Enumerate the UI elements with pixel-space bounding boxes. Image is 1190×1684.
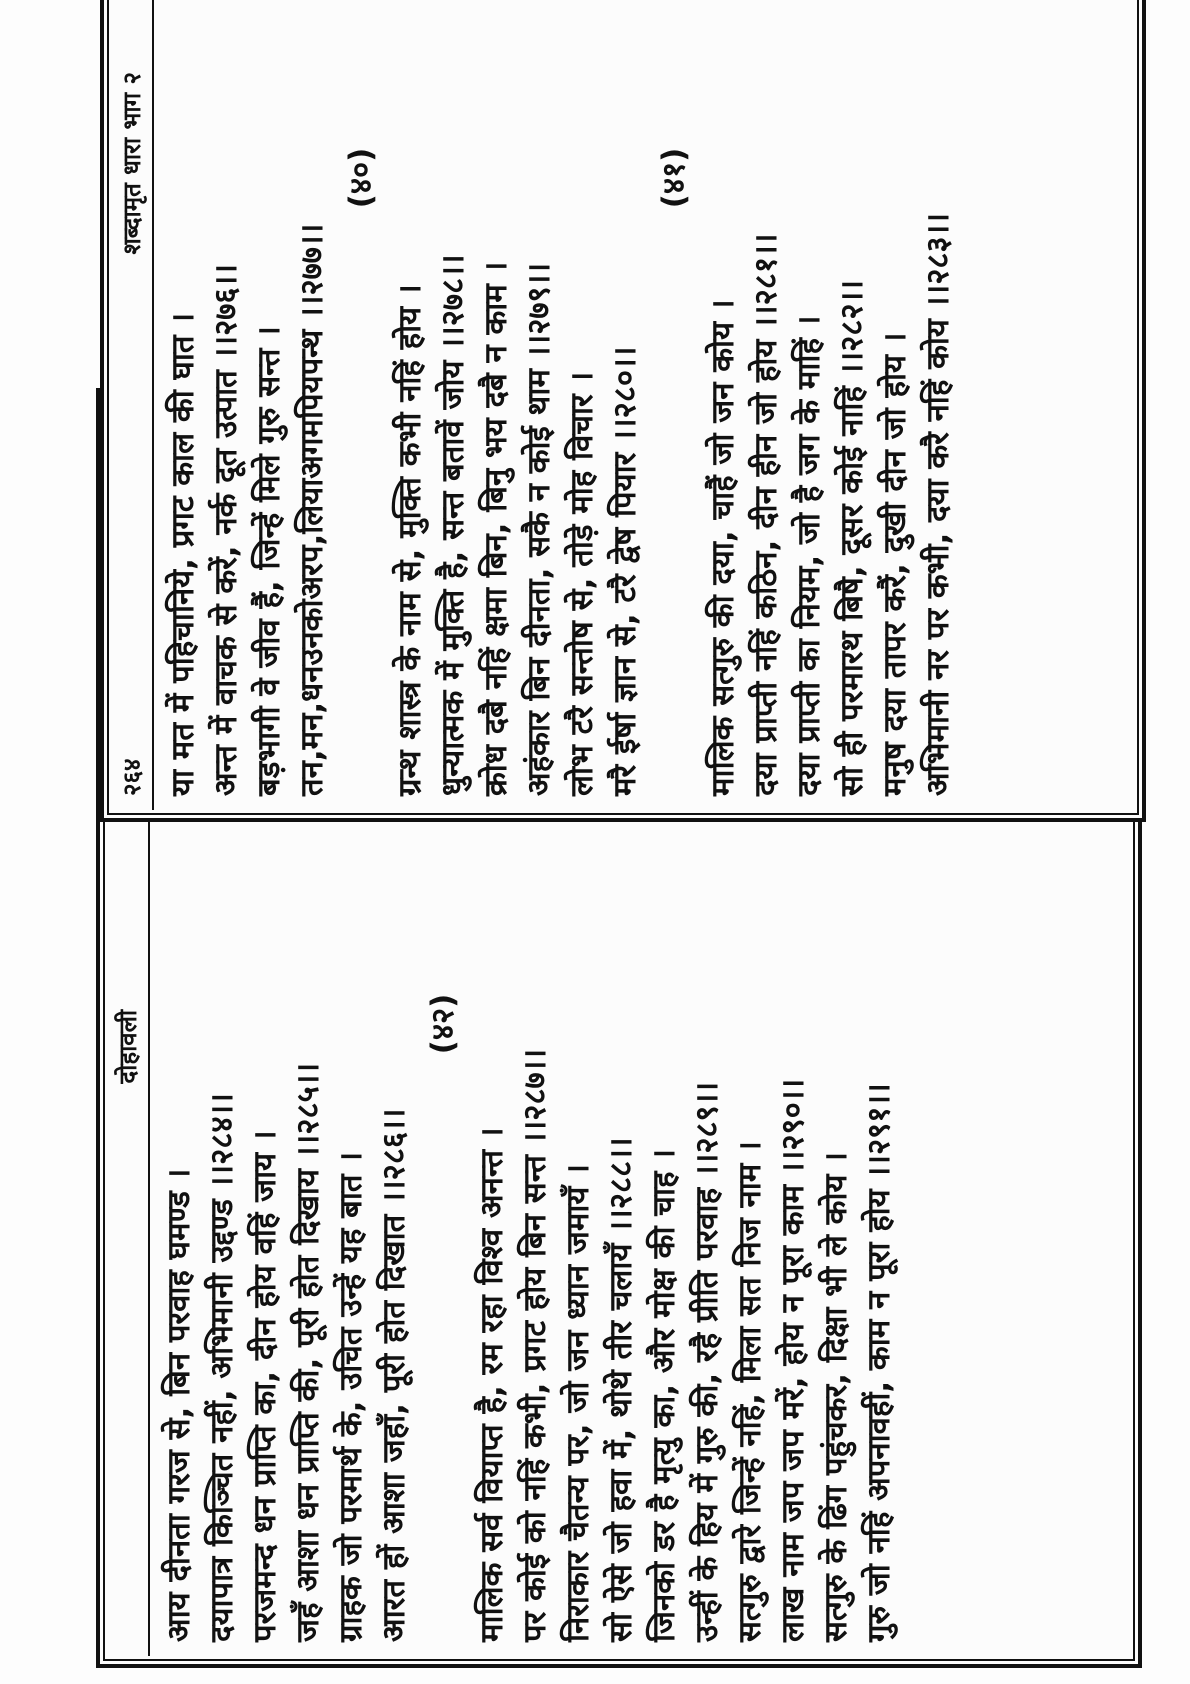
- verse-line: तन,मन,धनउनकोअरप,लियाअगमपियपन्थ ।।२७७।।: [294, 223, 330, 796]
- verse-line: जहँ आशा धन प्राप्ति की, पूरी होत दिखाय ।।२८५।।: [290, 1062, 326, 1642]
- verse-line: दया प्राप्ती का नियम, जो है जग के माहिं ।: [791, 315, 827, 796]
- verse-line: ग्रन्थ शास्त्र के नाम से, मुक्ति कभी नहिं होय ।: [392, 284, 428, 796]
- verse-line: दया प्राप्ती नहिं कठिन, दीन हीन जो होय ।।२८१।।: [748, 233, 784, 796]
- section-heading: (४१): [656, 147, 692, 209]
- verse-line: सो ऐसे जो हवा में, थोथे तीर चलायँ ।।२८८।।: [603, 1137, 639, 1642]
- verse-line: क्रोध दबै नहिं क्षमा बिन, बिनु भय दबै न काम ।: [478, 261, 514, 796]
- verse-line: धुन्यात्मक में मुक्ति है, सन्त बतावें जोय ।।२७८।।: [435, 254, 471, 796]
- page-number: २६४: [117, 758, 146, 796]
- verse-line: सत्गुरु के ढिंग पहुंचकर, दिक्षा भी ले कोय ।: [818, 1151, 854, 1642]
- book-page-264: [100, 0, 1146, 822]
- verse-line: सो ही परमारथ बिषै, दूसर कोई नाहिं ।।२८२।।: [834, 279, 870, 796]
- verse-line: आय दीनता गरज से, बिन परवाह घमण्ड ।: [161, 1168, 197, 1642]
- verse-line: मरै ईर्षा ज्ञान से, टरै द्वेष पियार ।।२८०।।: [607, 346, 643, 796]
- verse-line: अहंकार बिन दीनता, सकै न कोई थाम ।।२७९।।: [521, 262, 557, 796]
- verse-line: आरत हों आशा जहाँ, पूरी होत दिखात ।।२८६।।: [376, 1108, 412, 1642]
- verse-line: या मत में पहिचानिये, प्रगट काल की घात ।: [165, 312, 201, 796]
- verse-line: जिनको डर है मृत्यु का, और मोक्ष की चाह ।: [646, 1149, 682, 1642]
- section-heading: (४२): [425, 993, 461, 1055]
- verse-line: पर कोई को नहिं कभी, प्रगट होय बिन सन्त ।।२८७।।: [517, 1048, 553, 1642]
- verse-line: मालिक सत्गुरु की दया, चाहैं जो जन कोय ।: [705, 299, 741, 796]
- verse-line: लाख नाम जप जप मरें, होय न पूरा काम ।।२९०।।: [775, 1078, 811, 1642]
- verse-line: अन्त में वाचक से करें, नर्क दूत उत्पात ।।२७६।।: [208, 264, 244, 796]
- page-body: [162, 0, 1136, 796]
- verse-line: मनुष दया तापर करैं, दुखी दीन जो होय ।: [877, 332, 913, 796]
- running-header-title: दोहावली: [113, 1009, 142, 1084]
- verse-line: सत्गुरु द्वारे जिन्हें नहिं, मिला सत निज नाम ।: [732, 1141, 768, 1642]
- verse-line: मालिक सर्व वियाप्त है, रम रहा विश्व अनन्त ।: [474, 1127, 510, 1642]
- running-header: [110, 0, 154, 810]
- verse-line: उन्हीं के हिय में गुरु की, रहै प्रीति परवाह ।।२८९।।: [689, 1081, 725, 1642]
- section-heading: (४०): [343, 147, 379, 209]
- verse-line: लोभ टरै सन्तोष से, तोड़े मोह विचार ।: [564, 371, 600, 796]
- verse-line: परजमन्द धन प्राप्ति का, दीन होय वहिं जाय ।: [247, 1130, 283, 1642]
- verse-line: निराकार चैतन्य पर, जो जन ध्यान जमायँ ।: [560, 1164, 596, 1642]
- verse-line: गुरु जो नहिं अपनावहीं, काम न पूरा होय ।।२९१।।: [861, 1083, 897, 1642]
- verse-line: अभिमानी नर पर कभी, दया करै नहिं कोय ।।२८३।।: [920, 212, 956, 796]
- verse-line: दयापात्र किञ्चित नहीं, अभिमानी उद्दण्ड ।।२८४।।: [204, 1093, 240, 1642]
- verse-line: ग्राहक जो परमार्थ के, उचित उन्हें यह बात ।: [333, 1151, 369, 1642]
- running-header-title: शब्दामृत धारा भाग २: [117, 72, 146, 255]
- verse-line: बड़भागी वे जीव हैं, जिन्हें मिले गुरु सन्त ।: [251, 326, 287, 796]
